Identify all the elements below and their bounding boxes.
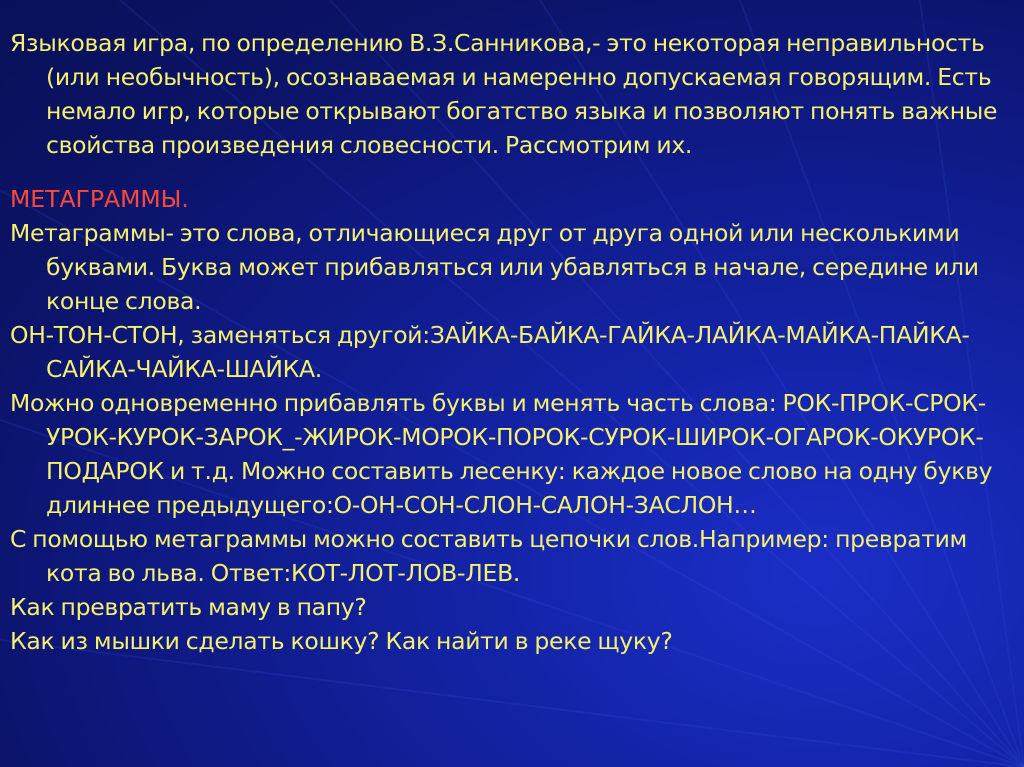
intro-paragraph: Языковая игра, по определению В.З.Санникова,- это некоторая неправильность (или необычность), осознаваемая и намеренно допускаемая говорящим. Есть немало игр, которые открывают богатство языка и позволяют понять важные свойства произведения словесности. Рассмотрим их.	[10, 29, 998, 159]
replace-examples-paragraph: ОН-ТОН-СТОН, заменяться другой:ЗАЙКА-БАЙКА-ГАЙКА-ЛАЙКА-МАЙКА-ПАЙКА-САЙКА-ЧАЙКА-ШАЙКА.	[10, 321, 970, 383]
slide-content	[10, 26, 1014, 658]
question-one: Как превратить маму в папу?	[10, 593, 367, 621]
definition-paragraph: Метаграммы- это слова, отличающиеся друг от друга одной или несколькими буквами. Буква может прибавляться или убавляться в начале, середине или конце слова.	[10, 219, 979, 315]
chain-example-paragraph: С помощью метаграммы можно составить цепочки слов.Например: превратим кота во льва. Ответ:КОТ-ЛОТ-ЛОВ-ЛЕВ.	[10, 525, 967, 587]
question-two: Как из мышки сделать кошку? Как найти в реке щуку?	[10, 627, 673, 655]
add-examples-paragraph: Можно одновременно прибавлять буквы и менять часть слова: РОК-ПРОК-СРОК-УРОК-КУРОК-ЗАРОК_-ЖИРОК-МОРОК-ПОРОК-СУРОК-ШИРОК-ОГАРОК-ОКУРОК-ПОДАРОК и т.д. Можно составить лесенку: каждое новое слово на одну букву длиннее предыдущего:О-ОН-СОН-СЛОН-САЛОН-ЗАСЛОН…	[10, 389, 993, 519]
section-heading: МЕТАГРАММЫ.	[10, 185, 189, 213]
